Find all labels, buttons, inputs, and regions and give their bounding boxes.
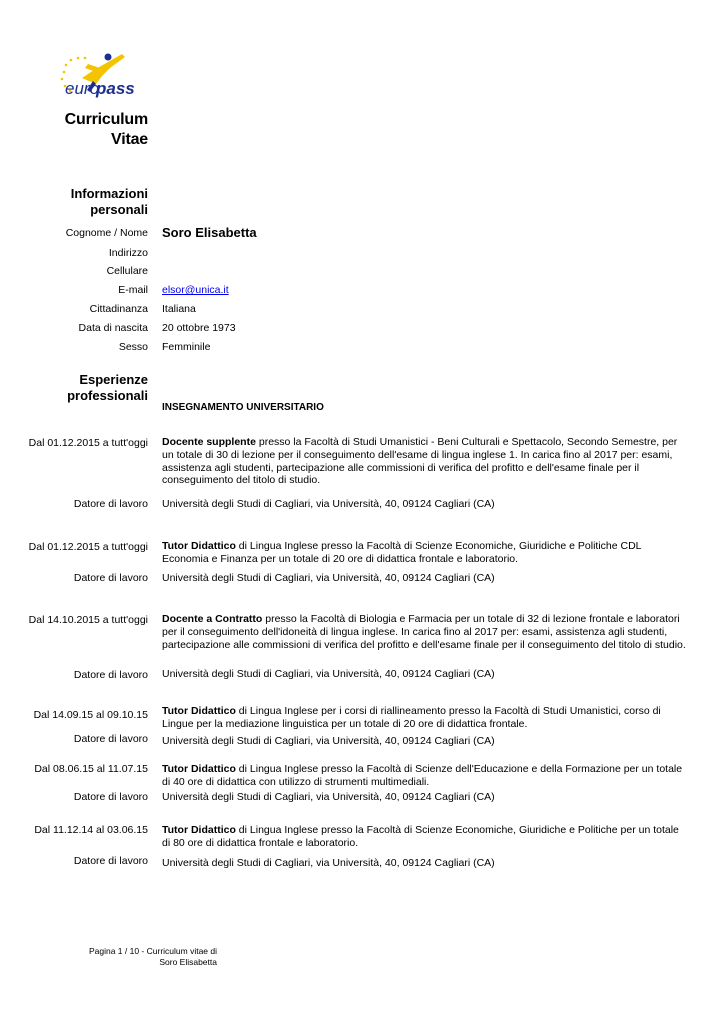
entry-description: Tutor Didattico di Lingua Inglese per i corsi di riallineamento presso la Facoltà di Studi Umanistici, corso di Lingue per la mediazione linguistica per un totale di 20 ore di didattica frontale. bbox=[162, 705, 661, 730]
value-sex: Femminile bbox=[162, 341, 211, 353]
employer-label: Datore di lavoro bbox=[73, 669, 148, 681]
label-address: Indirizzo bbox=[108, 247, 148, 259]
entry-date: Dal 08.06.15 al 11.07.15 bbox=[34, 763, 148, 775]
employer-value: Università degli Studi di Cagliari, via Università, 40, 09124 Cagliari (CA) bbox=[162, 498, 495, 510]
personal-info-heading: Informazioni personali bbox=[70, 186, 148, 217]
entry-description: Tutor Didattico di Lingua Inglese presso la Facoltà di Scienze dell'Educazione e della Formazione per un totale di 40 ore di didattica con utilizzo di strumenti multimediali. bbox=[162, 763, 683, 788]
europass-logo bbox=[52, 48, 142, 100]
employer-label: Datore di lavoro bbox=[73, 498, 148, 510]
experience-subheading: INSEGNAMENTO UNIVERSITARIO bbox=[162, 402, 324, 413]
entry-date: Dal 01.12.2015 a tutt'oggi bbox=[28, 541, 148, 553]
svg-text:pass: pass bbox=[96, 79, 135, 98]
experience-heading: Esperienze professionali bbox=[67, 372, 148, 403]
employer-label: Datore di lavoro bbox=[73, 791, 148, 803]
entry-description: Tutor Didattico di Lingua Inglese presso la Facoltà di Scienze Economiche, Giuridiche e Politiche per un totale di 80 ore di didattica frontale e laboratorio. bbox=[162, 824, 679, 849]
entry-description: Docente supplente presso la Facoltà di Studi Umanistici - Beni Culturali e Spettacolo, Secondo Semestre, per un totale di 30 di lezione per il conseguimento dell'esame di lingua inglese 1. In carica fino al 2017 per: esami, assistenza agli studenti, partecipazione alle commissioni di verifica del profitto e dell'esame finale per il conseguimento del titolo di studio. bbox=[162, 436, 678, 487]
label-email: E-mail bbox=[118, 284, 148, 296]
cv-title-line2: Vitae bbox=[111, 131, 148, 148]
cv-title-line1: Curriculum bbox=[64, 111, 148, 128]
entry-date: Dal 14.10.2015 a tutt'oggi bbox=[28, 614, 148, 626]
label-birthdate: Data di nascita bbox=[78, 322, 148, 334]
employer-label: Datore di lavoro bbox=[73, 855, 148, 867]
value-name: Soro Elisabetta bbox=[162, 225, 257, 240]
cv-title bbox=[65, 110, 148, 150]
employer-value: Università degli Studi di Cagliari, via Università, 40, 09124 Cagliari (CA) bbox=[162, 735, 495, 747]
entry-date: Dal 01.12.2015 a tutt'oggi bbox=[28, 437, 148, 449]
email-link[interactable]: elsor@unica.it bbox=[162, 284, 229, 296]
value-birthdate: 20 ottobre 1973 bbox=[162, 322, 236, 334]
label-name: Cognome / Nome bbox=[65, 227, 148, 239]
entry-description: Tutor Didattico di Lingua Inglese presso la Facoltà di Scienze Economiche, Giuridiche e Politiche CDL Economia e Finanza per un totale di 20 ore di didattica frontale e laboratorio. bbox=[162, 540, 642, 565]
employer-label: Datore di lavoro bbox=[73, 733, 148, 745]
employer-value: Università degli Studi di Cagliari, via Università, 40, 09124 Cagliari (CA) bbox=[162, 668, 495, 680]
label-sex: Sesso bbox=[118, 341, 148, 353]
entry-date: Dal 14.09.15 al 09.10.15 bbox=[33, 709, 148, 721]
employer-value: Università degli Studi di Cagliari, via Università, 40, 09124 Cagliari (CA) bbox=[162, 857, 495, 869]
employer-value: Università degli Studi di Cagliari, via Università, 40, 09124 Cagliari (CA) bbox=[162, 791, 495, 803]
employer-label: Datore di lavoro bbox=[73, 572, 148, 584]
entry-description: Docente a Contratto presso la Facoltà di Biologia e Farmacia per un totale di 32 di lezione frontale e laboratori per il conseguimento dell'idoneità di lingua inglese. In carica fino al 2017 per: esami, assistenza agli studenti, partecipazione alle commissioni di verifica del profitto e dell'esame finale per il conseguimento del titolo di studio. bbox=[162, 613, 686, 651]
footer-line2: Soro Elisabetta bbox=[159, 957, 217, 967]
value-citizenship: Italiana bbox=[162, 303, 196, 315]
footer-line1: Pagina 1 / 10 - Curriculum vitae di bbox=[88, 946, 217, 956]
svg-text:euro: euro bbox=[65, 79, 100, 98]
page-footer bbox=[89, 946, 217, 968]
label-mobile: Cellulare bbox=[106, 265, 148, 277]
employer-value: Università degli Studi di Cagliari, via Università, 40, 09124 Cagliari (CA) bbox=[162, 572, 495, 584]
entry-date: Dal 11.12.14 al 03.06.15 bbox=[34, 824, 148, 836]
label-citizenship: Cittadinanza bbox=[89, 303, 148, 315]
